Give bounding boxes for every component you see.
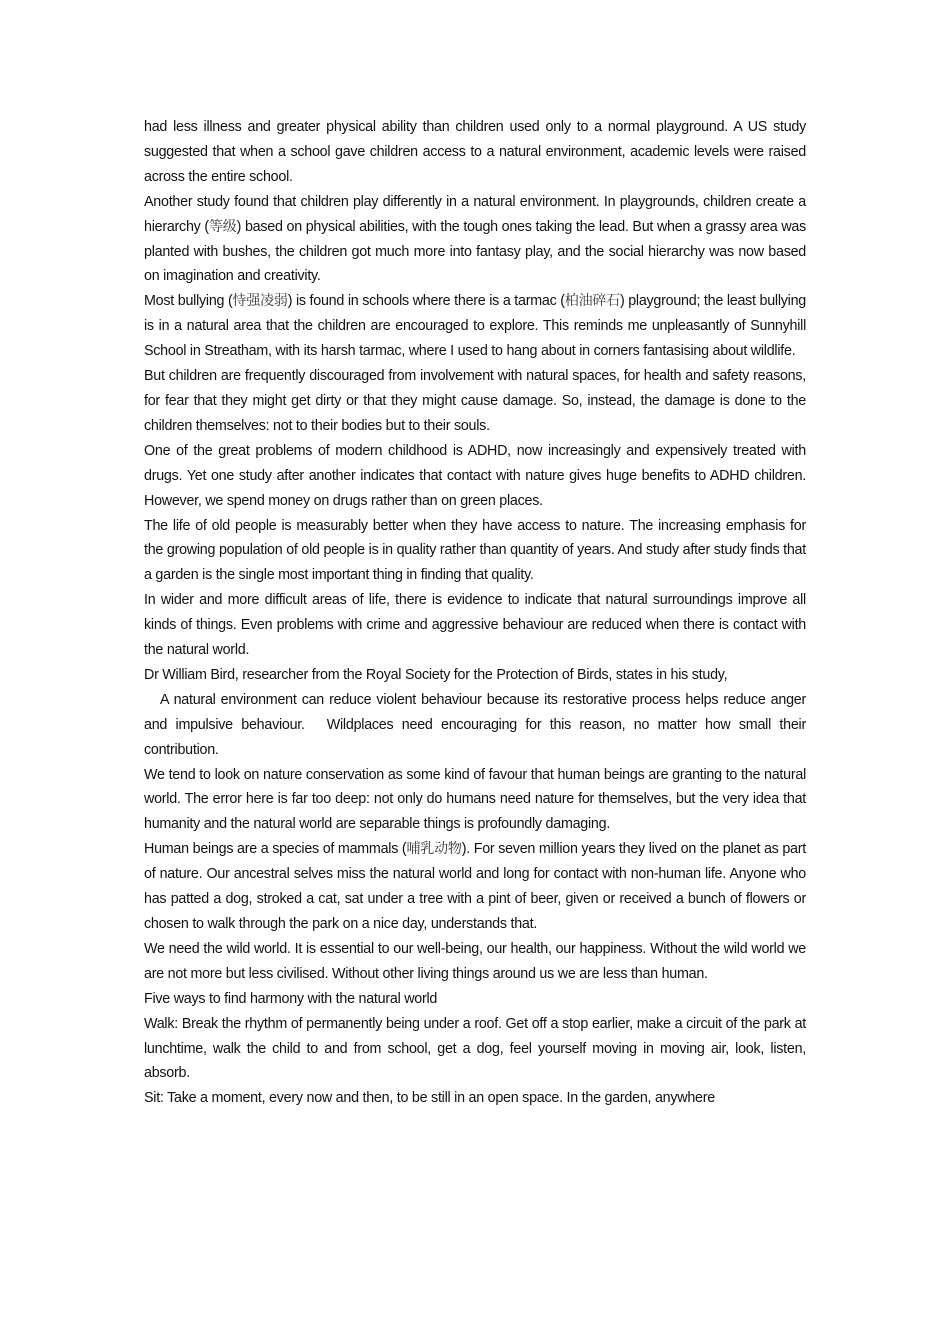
paragraph-text: Most bullying ( <box>144 293 233 310</box>
chinese-gloss: 哺乳动物 <box>406 841 462 858</box>
paragraph-text: ). For seven million years they lived on the planet as part of nature. Our ancestral selves miss the natural world and long for contact with non-human life. Anyone who has patted a dog, stroked a cat, sat under a tree with a pint of beer, given or received a bunch of flowers or chosen to walk through the park on a nice day, understands that. <box>144 841 806 932</box>
paragraph-text: Another study found that children play differently in a natural environment. In playgrounds, children create a hierarchy ( <box>144 193 806 235</box>
paragraph-old-people: The life of old people is measurably better when they have access to nature. The increasing emphasis for the growing population of old people is in quality rather than quantity of years. And study after study finds that a garden is the single most important thing in finding that quality. <box>144 517 806 584</box>
paragraph-walk: Walk: Break the rhythm of permanently being under a roof. Get off a stop earlier, make a circuit of the park at lunchtime, walk the child to and from school, get a dog, feel yourself moving in moving air, look, listen, absorb. <box>144 1015 806 1082</box>
paragraph-wild-world: We need the wild world. It is essential to our well-being, our health, our happiness. Without the wild world we are not more but less civilised. Without other living things around us we are less than human. <box>144 940 806 982</box>
paragraph-mammals <box>144 837 806 937</box>
paragraph-bird-intro: Dr William Bird, researcher from the Royal Society for the Protection of Birds, states in his study, <box>144 666 728 683</box>
paragraph-sit: Sit: Take a moment, every now and then, to be still in an open space. In the garden, anywhere <box>144 1090 715 1107</box>
chinese-gloss: 等级 <box>208 218 237 235</box>
paragraph-text: ) is found in schools where there is a tarmac ( <box>287 293 565 310</box>
paragraph-conservation: We tend to look on nature conservation as some kind of favour that human beings are granting to the natural world. The error here is far too deep: not only do humans need nature for themselves, but the very idea that humanity and the natural world are separable things is profoundly damaging. <box>144 766 806 833</box>
chinese-gloss: 恃强凌弱 <box>232 293 288 310</box>
paragraph-health-benefits: had less illness and greater physical ability than children used only to a normal playground. A US study suggested that when a school gave children access to a natural environment, academic levels were raised across the entire school. <box>144 119 806 185</box>
document-page <box>144 115 806 1111</box>
section-heading-five-ways: Five ways to find harmony with the natural world <box>144 990 438 1007</box>
paragraph-play-hierarchy <box>144 190 806 290</box>
paragraph-wider-areas: In wider and more difficult areas of life, there is evidence to indicate that natural surroundings improve all kinds of things. Even problems with crime and aggressive behaviour are reduced when there is contact with the natural world. <box>144 592 806 659</box>
paragraph-text: ) based on physical abilities, with the tough ones taking the lead. But when a grassy area was planted with bushes, the children got much more into fantasy play, and the social hierarchy was now based on imagination and creativity. <box>144 218 806 285</box>
paragraph-bird-quote <box>144 688 806 763</box>
chinese-gloss: 柏油碎石 <box>564 293 620 310</box>
paragraph-text: Human beings are a species of mammals ( <box>144 841 407 858</box>
paragraph-text: Wildplaces need encouraging for this reason, no matter how small their contribution. <box>144 716 806 758</box>
quote-text: A natural environment can reduce violent behaviour because its restorative process helps reduce anger and impulsive behaviour. <box>144 691 806 733</box>
paragraph-discouraged: But children are frequently discouraged from involvement with natural spaces, for health and safety reasons, for fear that they might get dirty or that they might cause damage. So, instead, the damage is done to the children themselves: not to their bodies but to their souls. <box>144 368 806 434</box>
paragraph-bullying <box>144 289 806 364</box>
paragraph-text: ) playground; the least bullying is in a natural area that the children are encouraged to explore. This reminds me unpleasantly of Sunnyhill School in Streatham, with its harsh tarmac, where I used to hang about in corners fantasising about wildlife. <box>144 293 807 360</box>
paragraph-adhd: One of the great problems of modern childhood is ADHD, now increasingly and expensively treated with drugs. Yet one study after another indicates that contact with nature gives huge benefits to ADHD children. However, we spend money on drugs rather than on green places. <box>144 442 806 509</box>
